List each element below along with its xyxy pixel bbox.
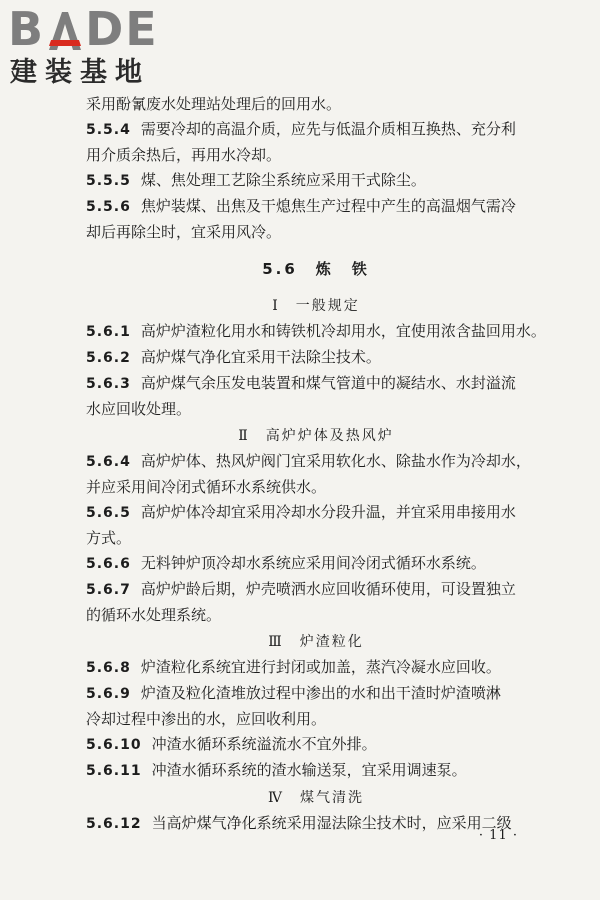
clause-text: 需要冷却的高温介质，应先与低温介质相互换热、充分利 [140,120,516,138]
clause-number: 5.6.3 [86,376,131,392]
clause-text: 冲渣水循环系统溢流水不宜外排。 [151,735,377,753]
clause [86,811,546,837]
clause-text: 冷却过程中渗出的水，应回收利用。 [86,710,327,728]
clause [86,168,546,194]
document-body [86,92,546,837]
clause-text: 的循环水处理系统。 [86,606,222,624]
clause-text: 无料钟炉顶冷却水系统应采用间冷闭式循环水系统。 [140,554,486,572]
clause-text: 冲渣水循环系统的渣水输送泵，宜采用调速泵。 [151,761,467,779]
clause [86,345,546,371]
clause [86,371,546,422]
clause-text: 焦炉装煤、出焦及干熄焦生产过程中产生的高温烟气需冷 [140,197,516,215]
clause-number: 5.6.4 [86,454,131,470]
clause [86,577,546,628]
clause-number: 5.6.1 [86,324,131,340]
clause-text: 高炉煤气净化宜采用干法除尘技术。 [140,348,381,366]
clause-number: 5.6.2 [86,350,131,366]
logo-a-glyph [46,10,84,50]
logo-a-mark [46,9,84,49]
clause-text: 水应回收处理。 [86,400,192,418]
clause-number: 5.6.7 [86,582,131,598]
clause-number: 5.6.5 [86,505,131,521]
clause [86,551,546,577]
clause-text: 煤、焦处理工艺除尘系统应采用干式除尘。 [140,171,426,189]
clause-text: 方式。 [86,529,132,547]
page-number: · 11 · [478,828,518,843]
clause-block [86,117,546,245]
clause-number: 5.6.6 [86,556,131,572]
clause-text: 用介质余热后，再用水冷却。 [86,146,282,164]
logo-subtitle: 建装基地 [10,57,150,88]
subsection-heading: Ⅱ 高炉炉体及热风炉 [238,428,394,444]
clause-text: 炉渣及粒化渣堆放过程中渗出的水和出干渣时炉渣喷淋 [140,684,501,702]
clause [86,758,546,784]
clause-text: 炉渣粒化系统宜进行封闭或加盖，蒸汽冷凝水应回收。 [140,658,501,676]
clause-text: 高炉炉体、热风炉阀门宜采用软化水、除盐水作为冷却水， [140,452,531,470]
section-title: 5.6 炼 铁 [262,260,370,278]
clause [86,681,546,732]
intro-line: 采用酚氰废水处理站处理后的回用水。 [86,95,342,113]
clause-number: 5.6.11 [86,763,142,779]
clause-text: 高炉煤气余压发电装置和煤气管道中的凝结水、水封溢流 [140,374,516,392]
clause [86,117,546,168]
subsection-heading: Ⅳ 煤气清洗 [268,790,364,806]
clause [86,319,546,345]
logo-letter-b: B [8,2,46,56]
clause-text: 高炉炉体冷却宜采用冷却水分段升温，并宜采用串接用水 [140,503,516,521]
clause [86,194,546,245]
clause-number: 5.6.12 [86,816,142,832]
logo-wordmark [8,4,178,54]
clause-number: 5.5.5 [86,173,131,189]
clause-text: 高炉炉渣粒化用水和铸铁机冷却用水，宜使用浓含盐回用水。 [140,322,546,340]
logo-letters-de: DE [85,2,159,56]
bade-logo [8,4,178,90]
clause-text: 却后再除尘时，宜采用风冷。 [86,223,282,241]
clause-number: 5.6.9 [86,686,131,702]
subsection-heading: Ⅲ 炉渣粒化 [268,634,364,650]
clause [86,449,546,500]
clause-number: 5.6.8 [86,660,131,676]
clause [86,732,546,758]
clause-number: 5.5.6 [86,199,131,215]
clause-text: 并应采用间冷闭式循环水系统供水。 [86,478,327,496]
clause [86,500,546,551]
subsection-heading: Ⅰ 一般规定 [272,298,360,314]
clause-number: 5.5.4 [86,122,131,138]
clause-number: 5.6.10 [86,737,142,753]
clause [86,655,546,681]
clause-text: 高炉炉龄后期，炉壳喷洒水应回收循环使用，可设置独立 [140,580,516,598]
clause-text: 当高炉煤气净化系统采用湿法除尘技术时，应采用二级 [151,814,512,832]
